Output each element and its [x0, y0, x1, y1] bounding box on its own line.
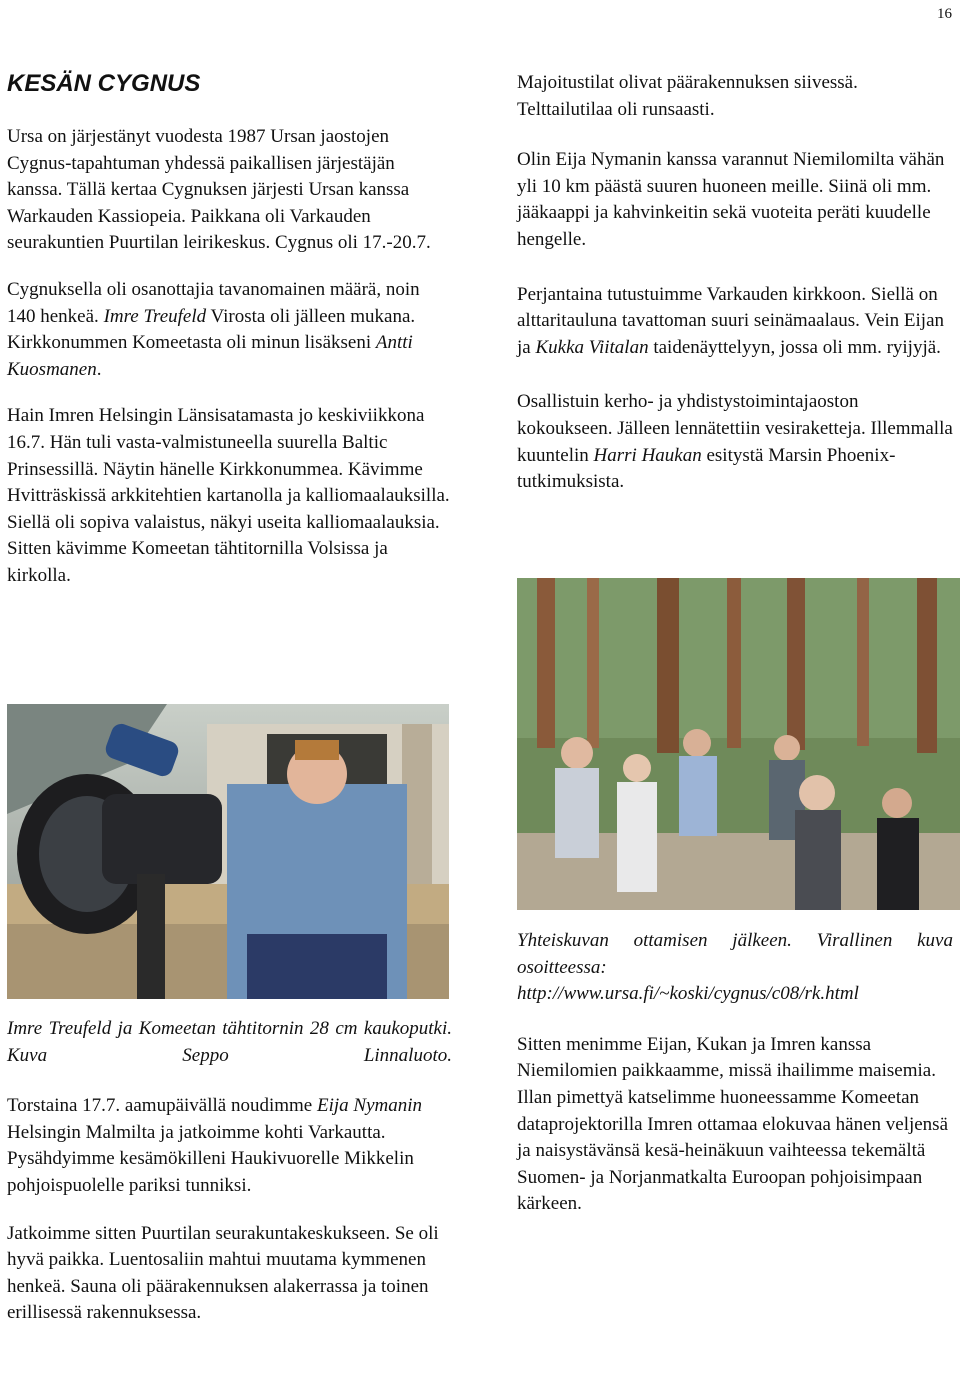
group-photo: [517, 578, 960, 910]
paragraph-thursday: Torstaina 17.7. aamupäivällä noudimme Eija Nymanin Helsingin Malmilta ja jatkoimme kohti Varkautta. Pysähdyimme kesämökilleni Haukivuorelle Mikkelin pohjoispuolelle pariksi tunniksi.: [7, 1095, 423, 1196]
article-title: KESÄN CYGNUS: [7, 70, 201, 97]
paragraph-accommodation: Majoitustilat olivat päärakennuksen siivessä. Telttailutilaa oli runsaasti.: [517, 72, 858, 120]
left-column-bottom: [7, 1016, 452, 1327]
left-column-top: [7, 124, 452, 590]
right-column-bottom: [517, 928, 953, 1218]
paragraph-meeting: Osallistuin kerho- ja yhdistystoimintajaoston kokoukseen. Jälleen lennätettiin vesiraketteja. Illemmalla kuuntelin Harri Haukan esitystä Marsin Phoenix-tutkimuksista.: [517, 391, 953, 493]
paragraph-friday: Perjantaina tutustuimme Varkauden kirkkoon. Siellä on alttaritauluna tavattoman suuri seinämaalaus. Vein Eijan ja Kukka Viitalan taidenäyttelyyn, jossa oli mm. ryijyjä.: [517, 283, 945, 358]
caption-telescope: Imre Treufeld ja Komeetan tähtitornin 28 cm kaukoputki. Kuva Seppo Linnaluoto.: [7, 1018, 452, 1066]
caption-group: Yhteiskuvan ottamisen jälkeen. Virallinen kuva osoitteessa: http://www.ursa.fi/~koski/cygnus/c08/rk.html: [517, 930, 953, 1005]
paragraph-participants: Cygnuksella oli osanottajia tavanomainen määrä, noin 140 henkeä. Imre Treufeld Virosta oli jälleen mukana. Kirkkonummen Komeetasta oli minun lisäkseni Antti Kuosmanen.: [7, 278, 420, 380]
telescope-photo: [7, 704, 449, 999]
paragraph-intro: Ursa on järjestänyt vuodesta 1987 Ursan jaostojen Cygnus-tapahtuman yhdessä paikallisen järjestäjän kanssa. Tällä kertaa Cygnuksen järjesti Ursan kanssa Warkauden Kassiopeia. Paikkana oli Varkauden seurakuntien Puurtilan leirikeskus. Cygnus oli 17.-20.7.: [7, 126, 431, 254]
paragraph-evening: Sitten menimme Eijan, Kukan ja Imren kanssa Niemilomien paikkaamme, missä ihailimme maisemia. Illan pimettyä katselimme huoneessamme Komeetan dataprojektorilla Imren ottamaa elokuvaa hänen veljensä ja naisystävänsä kesä-heinäkuun vaihteessa tekemältä Suomen- ja Norjanmatkalta Euroopan pohjoisimpaan kärkeen.: [517, 1033, 949, 1215]
right-column-top: [517, 70, 953, 496]
paragraph-puurtila: Jatkoimme sitten Puurtilan seurakuntakeskukseen. Se oli hyvä paikka. Luentosaliin mahtui muutama kymmenen henkeä. Sauna oli päärakennuksen alakerrassa ja toinen erillisessä rakennuksessa.: [7, 1222, 439, 1324]
paragraph-niemilomat: Olin Eija Nymanin kanssa varannut Niemilomilta vähän yli 10 km päästä suuren huoneen meille. Siinä oli mm. jääkaappi ja kahvinkeitin sekä vuoteita peräti kuudelle hengelle.: [517, 149, 945, 250]
page-number: 16: [937, 6, 952, 22]
paragraph-imre-arrival: Hain Imren Helsingin Länsisatamasta jo keskiviikkona 16.7. Hän tuli vasta-valmistuneella suurella Baltic Prinsessillä. Näytin hänelle Kirkkonummea. Kävimme Hvitträskissä arkkitehtien kartanolla ja kalliomaalauksilla. Siellä oli sopiva valaistus, näkyi useita kalliomaalauksia. Sitten kävimme Komeetan tähtitornilla Volsissa ja kirkolla.: [7, 405, 450, 586]
